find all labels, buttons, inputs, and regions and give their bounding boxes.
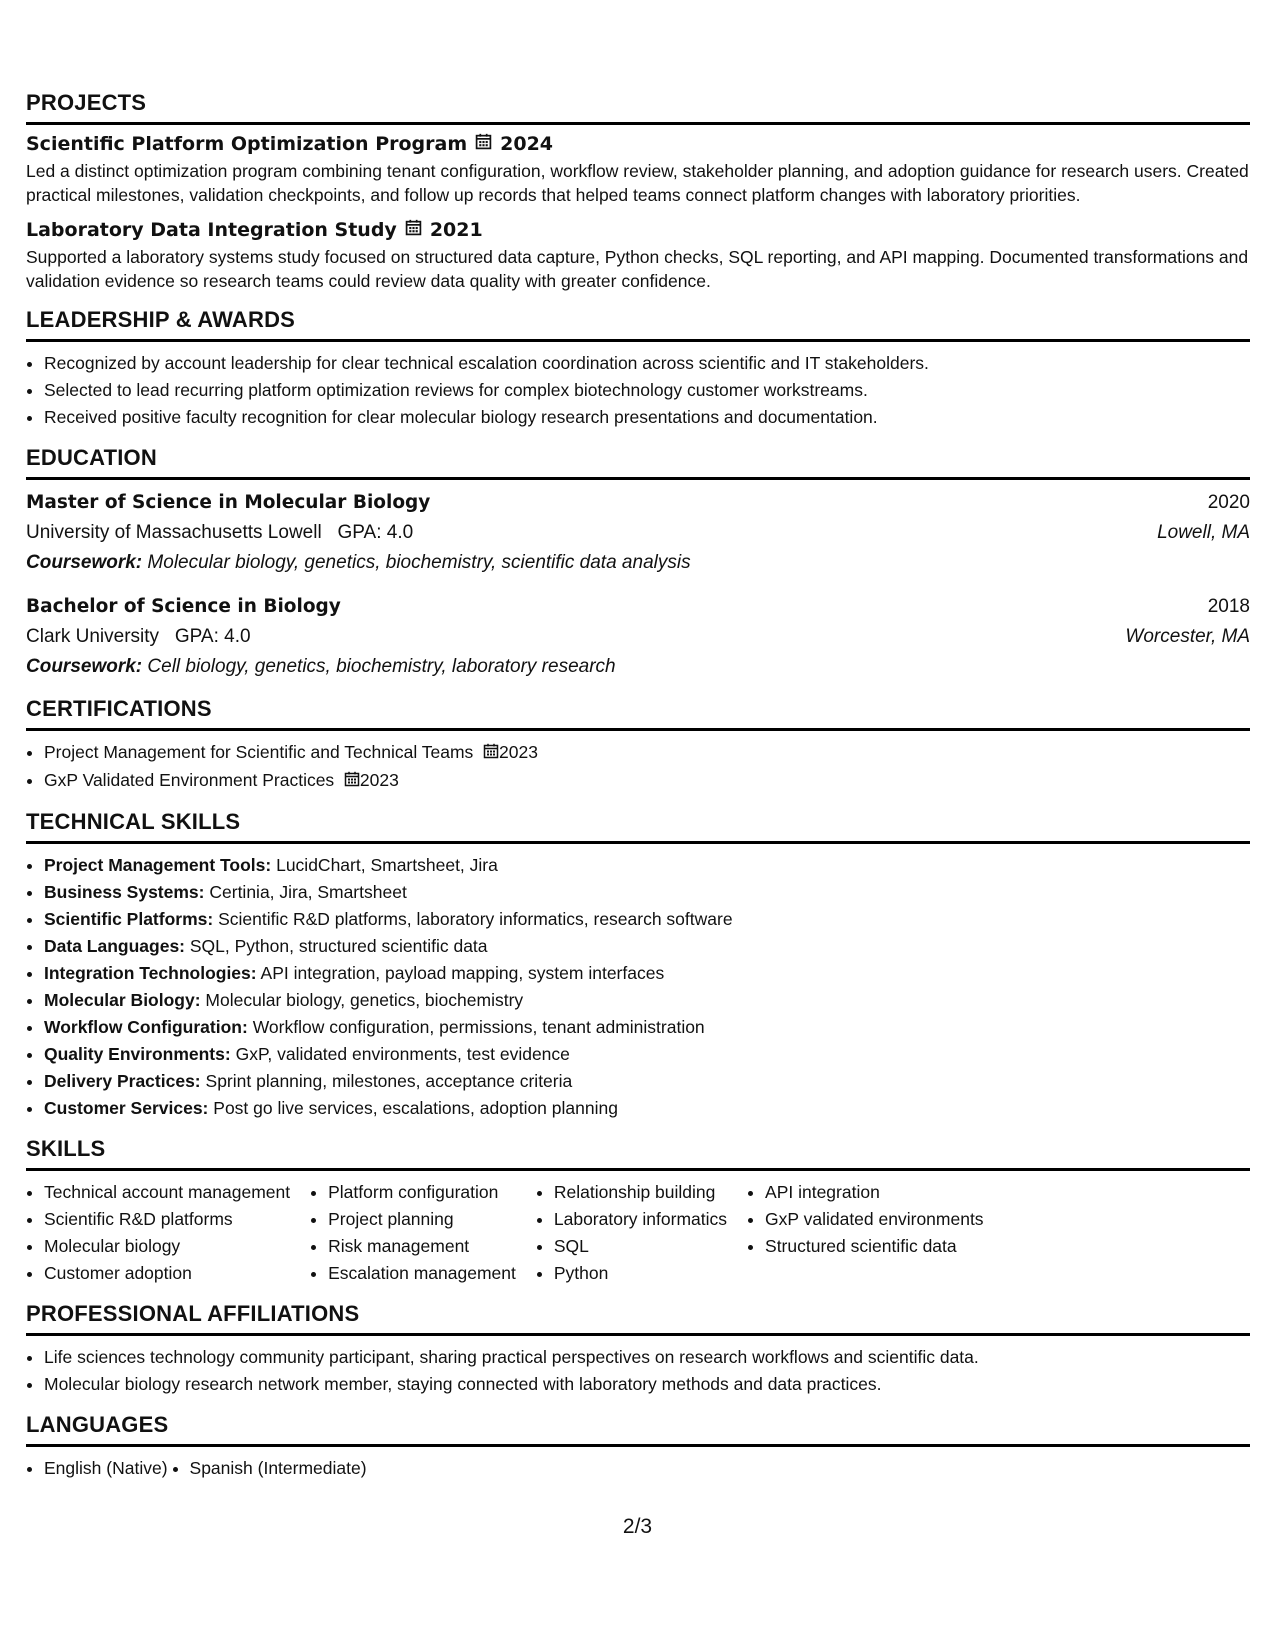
skill-value: GxP, validated environments, test evidence: [235, 1043, 570, 1064]
list-item: • Project planning: [328, 1206, 516, 1233]
list-item: • Python: [554, 1260, 727, 1287]
page-number: 2/3: [622, 1515, 653, 1538]
projects-section: [26, 90, 1250, 293]
list-item: • Received positive faculty recognition for clear molecular biology research presentations and documentation.: [44, 404, 1250, 431]
skills-column: [26, 1179, 290, 1287]
list-item: • Customer adoption: [44, 1260, 290, 1287]
list-item: [44, 960, 1250, 987]
graduation-year: 2020: [1207, 492, 1250, 513]
list-item: • Escalation management: [328, 1260, 516, 1287]
list-item: • Recognized by account leadership for clear technical escalation coordination across scientific and IT stakeholders.: [44, 350, 1250, 377]
list-item: [44, 906, 1250, 933]
gpa: GPA: 4.0: [174, 626, 251, 647]
skill-value: Post go live services, escalations, adoption planning: [213, 1097, 618, 1118]
list-item: • Platform configuration: [328, 1179, 516, 1206]
certification-name: GxP Validated Environment Practices: [44, 769, 335, 790]
technical-skills-section: [26, 809, 1250, 1122]
project-name: Laboratory Data Integration Study: [26, 219, 397, 241]
list-item: • Molecular biology research network member, staying connected with laboratory methods and data practices.: [44, 1371, 1250, 1398]
section-title-technical-skills: TECHNICAL SKILLS: [26, 809, 1250, 844]
list-item: • Relationship building: [554, 1179, 727, 1206]
skill-value: Scientific R&D platforms, laboratory informatics, research software: [218, 908, 733, 929]
degree: Master of Science in Molecular Biology: [26, 492, 431, 513]
skills-grid: [26, 1179, 1250, 1287]
section-title-projects: PROJECTS: [26, 90, 1250, 125]
calendar-icon: [483, 740, 499, 767]
skill-value: SQL, Python, structured scientific data: [189, 935, 488, 956]
languages-list: [26, 1455, 1250, 1482]
school: University of Massachusetts Lowell: [26, 522, 322, 543]
list-item: [44, 1041, 1250, 1068]
project-year: 2021: [429, 219, 483, 241]
resume-page: [26, 90, 1250, 1496]
technical-skills-list: [26, 852, 1250, 1122]
certification-year: 2023: [499, 742, 538, 762]
skill-value: Molecular biology, genetics, biochemistry: [205, 989, 524, 1010]
skill-label: Delivery Practices:: [44, 1070, 201, 1091]
calendar-icon: [475, 133, 492, 155]
list-item: [44, 933, 1250, 960]
skill-label: Scientific Platforms:: [44, 908, 214, 929]
skills-section: [26, 1136, 1250, 1287]
project-item: [26, 133, 1250, 207]
section-title-education: EDUCATION: [26, 445, 1250, 480]
certifications-list: [26, 739, 1250, 795]
skill-label: Workflow Configuration:: [44, 1016, 248, 1037]
project-description: Led a distinct optimization program combining tenant configuration, workflow review, stakeholder planning, and adoption guidance for research users. Created practical milestones, validation checkpoints, and follow up records that helped teams connect platform changes with laboratory priorities.: [26, 161, 1249, 205]
location: Worcester, MA: [1125, 626, 1250, 647]
list-item: • Life sciences technology community participant, sharing practical perspectives on research workflows and scientific data.: [44, 1344, 1250, 1371]
skills-column: [747, 1179, 984, 1287]
skill-label: Project Management Tools:: [44, 854, 272, 875]
coursework: Molecular biology, genetics, biochemistry, scientific data analysis: [147, 552, 691, 573]
skill-label: Integration Technologies:: [44, 962, 257, 983]
list-item: • SQL: [554, 1233, 727, 1260]
degree: Bachelor of Science in Biology: [26, 596, 341, 617]
affiliations-list: [26, 1344, 1250, 1398]
list-item: • GxP validated environments: [765, 1206, 984, 1233]
certification-name: Project Management for Scientific and Technical Teams: [44, 742, 474, 762]
calendar-icon: [405, 219, 422, 241]
list-item: • Selected to lead recurring platform optimization reviews for complex biotechnology customer workstreams.: [44, 377, 1250, 404]
skill-value: Sprint planning, milestones, acceptance criteria: [205, 1070, 573, 1091]
skill-value: Certinia, Jira, Smartsheet: [209, 881, 407, 902]
skills-column: [310, 1179, 516, 1287]
list-item: • API integration: [765, 1179, 984, 1206]
list-item: [44, 852, 1250, 879]
list-item: [44, 1014, 1250, 1041]
list-item: • English (Native): [44, 1455, 168, 1482]
project-year: 2024: [500, 133, 554, 155]
project-name: Scientific Platform Optimization Program: [26, 133, 468, 155]
affiliations-section: [26, 1301, 1250, 1398]
list-item: [44, 1068, 1250, 1095]
list-item: • Technical account management: [44, 1179, 290, 1206]
list-item: [44, 879, 1250, 906]
location: Lowell, MA: [1157, 522, 1250, 543]
skills-column: [536, 1179, 727, 1287]
leadership-list: [26, 350, 1250, 431]
education-item: [26, 488, 1250, 578]
list-item: • Scientific R&D platforms: [44, 1206, 290, 1233]
section-title-skills: SKILLS: [26, 1136, 1250, 1171]
skill-value: Workflow configuration, permissions, tenant administration: [252, 1016, 705, 1037]
coursework-label: Coursework:: [26, 552, 143, 573]
certifications-section: [26, 696, 1250, 795]
project-description: Supported a laboratory systems study focused on structured data capture, Python checks, SQL reporting, and API mapping. Documented transformations and validation evidence so research teams could review data quality with greater confidence.: [26, 247, 1249, 291]
list-item: [44, 1095, 1250, 1122]
list-item: • Spanish (Intermediate): [190, 1455, 367, 1482]
skill-label: Data Languages:: [44, 935, 185, 956]
section-title-affiliations: PROFESSIONAL AFFILIATIONS: [26, 1301, 1250, 1336]
languages-section: [26, 1412, 1250, 1482]
education-item: [26, 592, 1250, 682]
project-item: [26, 219, 1250, 293]
list-item: • Risk management: [328, 1233, 516, 1260]
certification-year: 2023: [359, 769, 399, 790]
skill-label: Quality Environments:: [44, 1043, 231, 1064]
skill-value: API integration, payload mapping, system interfaces: [260, 962, 665, 983]
section-title-certifications: CERTIFICATIONS: [26, 696, 1250, 731]
graduation-year: 2018: [1207, 596, 1250, 617]
skill-value: LucidChart, Smartsheet, Jira: [276, 854, 498, 875]
section-title-leadership: LEADERSHIP & AWARDS: [26, 307, 1250, 342]
coursework-label: Coursework:: [26, 656, 143, 677]
list-item: • Structured scientific data: [765, 1233, 984, 1260]
calendar-icon: [344, 768, 360, 795]
list-item: • Laboratory informatics: [554, 1206, 727, 1233]
coursework: Cell biology, genetics, biochemistry, laboratory research: [147, 656, 616, 677]
gpa: GPA: 4.0: [337, 522, 414, 543]
skill-label: Business Systems:: [44, 881, 205, 902]
education-section: [26, 445, 1250, 682]
school: Clark University: [26, 626, 160, 647]
skill-label: Molecular Biology:: [44, 989, 201, 1010]
list-item: [44, 987, 1250, 1014]
list-item: [44, 739, 1250, 767]
skill-label: Customer Services:: [44, 1097, 209, 1118]
section-title-languages: LANGUAGES: [26, 1412, 1250, 1447]
leadership-section: [26, 307, 1250, 431]
list-item: [44, 767, 1250, 795]
list-item: • Molecular biology: [44, 1233, 290, 1260]
